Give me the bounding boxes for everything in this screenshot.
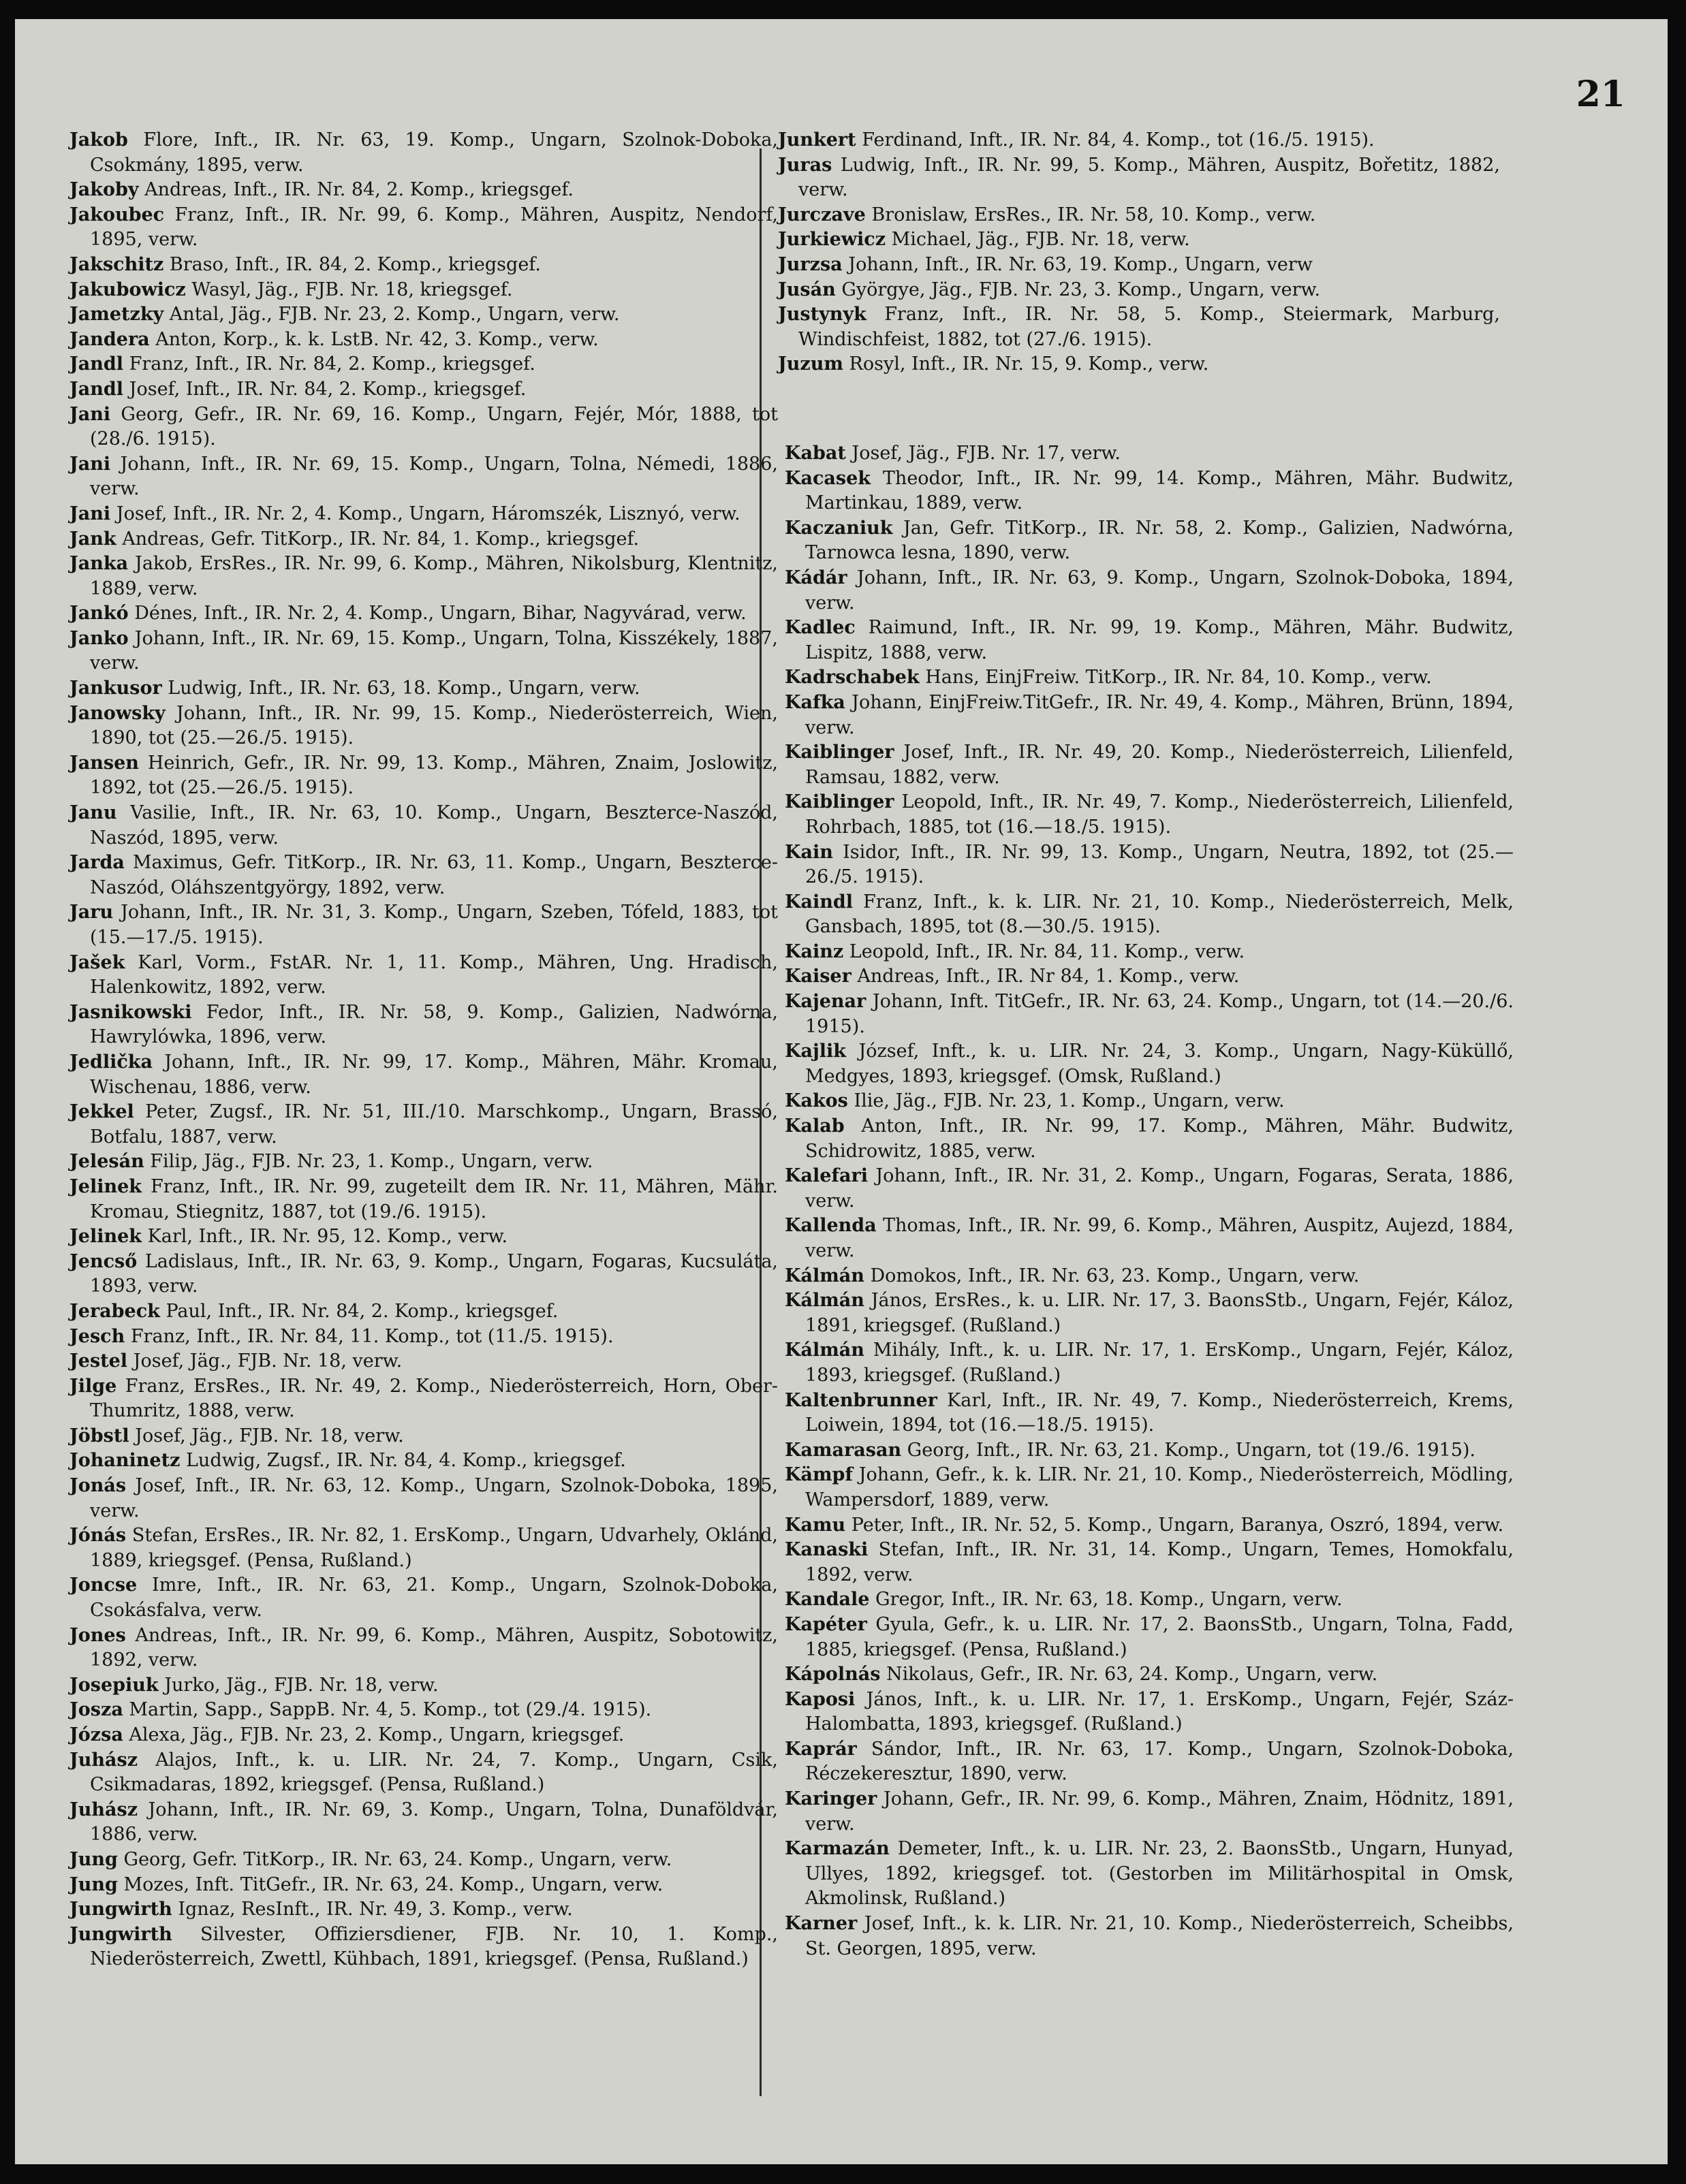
entry-surname: Juzum [778,353,843,375]
entry-surname: Jakschitz [69,253,164,275]
list-entry [785,1662,1514,1688]
entry-details: Vasilie, Inft., IR. Nr. 63, 10. Komp., Ungarn, Beszterce-Naszód, Naszód, 1895, verw. [90,802,778,849]
entry-surname: Johaninetz [69,1450,181,1472]
list-entry [785,790,1514,840]
list-entry [785,1089,1514,1114]
right-column-k [785,441,1514,1961]
entry-surname: Jesch [69,1325,125,1347]
entry-surname: Kanaski [785,1539,869,1561]
list-entry [69,1100,778,1150]
list-entry [778,278,1500,303]
entry-details: Franz, ErsRes., IR. Nr. 49, 2. Komp., Niederösterreich, Horn, Ober-Thumritz, 1888, verw. [90,1375,778,1422]
entry-details: Karl, Vorm., FstAR. Nr. 1, 11. Komp., Mähren, Ung. Hradisch, Halenkowitz, 1892, verw. [90,951,778,998]
entry-surname: Kain [785,841,833,863]
list-entry [69,1250,778,1299]
list-entry [785,1288,1514,1338]
list-entry [69,1673,778,1698]
entry-surname: Kajenar [785,991,867,1013]
entry-details: Mozes, Inft. TitGefr., IR. Nr. 63, 24. Komp., Ungarn, verw. [117,1873,664,1895]
entry-details: Leopold, Inft., IR. Nr. 84, 11. Komp., verw. [843,940,1245,962]
entry-details: Alajos, Inft., k. u. LIR. Nr. 24, 7. Komp., Ungarn, Csik, Csikmadaras, 1892, kriegsgef. (Pensa, Rußland.) [90,1749,778,1796]
entry-details: Anton, Inft., IR. Nr. 99, 17. Komp., Mähren, Mähr. Budwitz, Schidrowitz, 1885, verw. [805,1115,1514,1162]
entry-surname: Kaprár [785,1738,857,1760]
list-entry [785,566,1514,616]
entry-surname: Jung [69,1848,118,1870]
list-entry [69,676,778,701]
list-entry [69,1624,778,1673]
entry-details: Braso, Inft., IR. 84, 2. Komp., kriegsgef. [163,253,541,275]
entry-surname: Kálmán [785,1340,864,1361]
list-entry [785,1787,1514,1837]
entry-details: Andreas, Inft., IR. Nr 84, 1. Komp., verw. [851,966,1240,987]
entry-surname: Kaiblinger [785,742,894,763]
entry-details: Johann, Gefr., k. k. LIR. Nr. 21, 10. Komp., Niederösterreich, Mödling, Wampersdorf, 1889, verw. [805,1464,1514,1510]
entry-surname: Jones [69,1624,126,1646]
list-entry [785,940,1514,965]
list-entry [69,1748,778,1798]
list-entry [69,1000,778,1050]
list-entry [785,1438,1514,1463]
entry-surname: Jakoby [69,179,139,201]
entry-details: Demeter, Inft., k. u. LIR. Nr. 23, 2. BaonsStb., Ungarn, Hunyad, Ullyes, 1892, kriegsgef. tot. (Gestorben im Militärhospital in Omsk, Akmolinsk, Rußland.) [805,1838,1514,1910]
entry-surname: Jarda [69,852,125,874]
entry-details: Gyula, Gefr., k. u. LIR. Nr. 17, 2. BaonsStb., Ungarn, Tolna, Fadd, 1885, kriegsgef. (Pensa, Rußland.) [805,1613,1514,1660]
entry-surname: Karner [785,1913,858,1935]
entry-details: Johann, Gefr., IR. Nr. 99, 6. Komp., Mähren, Znaim, Hödnitz, 1891, verw. [805,1788,1514,1835]
list-entry [785,1114,1514,1164]
list-entry [785,1164,1514,1214]
entry-surname: Jank [69,528,116,550]
list-entry [785,441,1514,466]
entry-details: Josef, Inft., k. k. LIR. Nr. 21, 10. Komp., Niederösterreich, Scheibbs, St. Georgen, 1895, verw. [805,1913,1514,1959]
entry-details: Johann, Inft., IR. Nr. 63, 19. Komp., Ungarn, verw [842,253,1313,275]
entry-surname: Jurzsa [778,253,843,275]
entry-details: Jan, Gefr. TitKorp., IR. Nr. 58, 2. Komp., Galizien, Nadwórna, Tarnowca lesna, 1890, verw. [805,517,1514,564]
entry-surname: Jakubowicz [69,279,186,300]
entry-surname: Jelinek [69,1175,142,1197]
entry-surname: Jelinek [69,1226,142,1248]
entry-details: Hans, EinjFreiw. TitKorp., IR. Nr. 84, 10. Komp., verw. [919,667,1432,689]
list-entry [778,302,1500,352]
list-entry [69,851,778,900]
list-entry [778,128,1500,153]
entry-surname: Jakoubec [69,204,165,225]
entry-details: Johann, Inft., IR. Nr. 31, 3. Komp., Ungarn, Szeben, Tófeld, 1883, tot (15.—17./5. 1915). [90,902,778,948]
list-entry [785,1214,1514,1263]
entry-details: Andreas, Inft., IR. Nr. 99, 6. Komp., Mähren, Auspitz, Sobotowitz, 1892, verw. [90,1624,778,1671]
entry-surname: Jonás [69,1475,127,1497]
list-entry [785,890,1514,940]
entry-details: Stefan, ErsRes., IR. Nr. 82, 1. ErsKomp., Ungarn, Udvarhely, Oklánd, 1889, kriegsgef. (Pensa, Rußland.) [90,1525,778,1571]
list-entry [69,128,778,178]
document-page [15,19,1668,2164]
entry-details: Franz, Inft., IR. Nr. 84, 11. Komp., tot (11./5. 1915). [125,1325,614,1347]
entry-details: Ladislaus, Inft., IR. Nr. 63, 9. Komp., Ungarn, Fogaras, Kucsuláta, 1893, verw. [90,1250,778,1297]
entry-surname: Jandera [69,328,150,350]
entry-surname: Janowsky [69,702,166,724]
entry-surname: Jilge [69,1375,117,1397]
entry-surname: Kaiblinger [785,791,894,813]
list-entry [69,402,778,452]
list-entry [69,1299,778,1325]
list-entry [785,691,1514,740]
entry-surname: Kalab [785,1115,845,1137]
list-entry [69,352,778,377]
entry-surname: Jöbstl [69,1425,129,1446]
entry-details: Franz, Inft., IR. Nr. 99, 6. Komp., Mähren, Auspitz, Nendorf, 1895, verw. [90,204,778,251]
entry-surname: Junkert [778,129,856,151]
entry-details: Ignaz, ResInft., IR. Nr. 49, 3. Komp., verw. [172,1899,573,1920]
list-entry [69,1798,778,1848]
list-entry [69,1897,778,1922]
entry-details: Fedor, Inft., IR. Nr. 58, 9. Komp., Galizien, Nadwórna, Hawrylówka, 1896, verw. [90,1001,778,1048]
list-entry [69,253,778,278]
list-entry [778,253,1500,278]
entry-surname: Jusán [778,279,836,300]
list-entry [69,1224,778,1250]
entry-surname: Kakos [785,1090,848,1112]
entry-surname: Janu [69,802,117,824]
entry-details: Karl, Inft., IR. Nr. 95, 12. Komp., verw. [141,1226,508,1248]
entry-details: Johann, Inft. TitGefr., IR. Nr. 63, 24. Komp., Ungarn, tot (14.—20./6. 1915). [805,991,1514,1037]
entry-details: Gregor, Inft., IR. Nr. 63, 18. Komp., Ungarn, verw. [869,1589,1343,1611]
list-entry [69,1698,778,1723]
entry-details: Peter, Zugsf., IR. Nr. 51, III./10. Marschkomp., Ungarn, Brassó, Botfalu, 1887, verw. [90,1101,778,1148]
entry-details: Raimund, Inft., IR. Nr. 99, 19. Komp., Mähren, Mähr. Budwitz, Lispitz, 1888, verw. [805,617,1514,663]
entry-surname: Karinger [785,1788,877,1810]
entry-details: József, Inft., k. u. LIR. Nr. 24, 3. Komp., Ungarn, Nagy-Küküllő, Medgyes, 1893, kriegsgef. (Omsk, Rußland.) [805,1041,1514,1087]
entry-surname: Jónás [69,1525,127,1547]
entry-details: Imre, Inft., IR. Nr. 63, 21. Komp., Ungarn, Szolnok-Doboka, Csokásfalva, verw. [90,1574,778,1621]
entry-details: Silvester, Offiziersdiener, FJB. Nr. 10, 1. Komp., Niederösterreich, Zwettl, Kühbach, 1891, kriegsgef. (Pensa, Rußland.) [90,1923,778,1970]
entry-surname: Kalefari [785,1165,868,1187]
list-entry [785,1039,1514,1089]
entry-surname: Karmazán [785,1838,890,1860]
list-entry [69,801,778,851]
entry-details: Franz, Inft., IR. Nr. 84, 2. Komp., kriegsgef. [123,353,535,375]
list-entry [69,1175,778,1224]
list-entry [785,1688,1514,1737]
entry-surname: Jametzky [69,304,164,326]
entry-surname: Jašek [69,951,125,973]
entry-details: Wasyl, Jäg., FJB. Nr. 18, kriegsgef. [185,279,513,300]
entry-details: Johann, Inft., IR. Nr. 69, 15. Komp., Ungarn, Tolna, Kisszékely, 1887, verw. [90,627,778,674]
entry-details: Bronislaw, ErsRes., IR. Nr. 58, 10. Komp., verw. [865,204,1316,225]
list-entry [785,516,1514,566]
list-entry [69,527,778,552]
list-entry [69,601,778,627]
entry-surname: Kadrschabek [785,667,920,689]
entry-details: Paul, Inft., IR. Nr. 84, 2. Komp., kriegsgef. [159,1300,559,1322]
entry-details: Georg, Gefr. TitKorp., IR. Nr. 63, 24. Komp., Ungarn, verw. [117,1848,672,1870]
list-entry [785,1338,1514,1388]
entry-surname: Kálmán [785,1290,864,1312]
entry-surname: Kajlik [785,1041,846,1062]
list-entry [778,153,1500,203]
entry-details: Georg, Gefr., IR. Nr. 69, 16. Komp., Ungarn, Fejér, Mór, 1888, tot (28./6. 1915). [90,403,778,450]
entry-surname: Kallenda [785,1215,877,1237]
list-entry [69,328,778,353]
entry-surname: Juhász [69,1749,138,1771]
entry-surname: Jani [69,503,111,524]
entry-details: Andreas, Gefr. TitKorp., IR. Nr. 84, 1. Komp., kriegsgef. [116,528,640,550]
entry-details: Isidor, Inft., IR. Nr. 99, 13. Komp., Ungarn, Neutra, 1892, tot (25.—26./5. 1915). [805,841,1514,888]
entry-surname: Kainz [785,940,844,962]
entry-surname: Jankusor [69,678,162,699]
list-entry [785,1613,1514,1662]
list-entry [69,1873,778,1898]
list-entry [69,1150,778,1175]
entry-details: Johann, Inft., IR. Nr. 69, 15. Komp., Ungarn, Tolna, Némedi, 1886, verw. [90,453,778,500]
entry-details: Jakob, ErsRes., IR. Nr. 99, 6. Komp., Mähren, Nikolsburg, Klentnitz, 1889, verw. [90,553,778,599]
entry-surname: Jandl [69,378,124,400]
entry-details: Mihály, Inft., k. u. LIR. Nr. 17, 1. ErsKomp., Ungarn, Fejér, Káloz, 1893, kriegsgef. (Rußland.) [805,1340,1514,1386]
entry-details: Dénes, Inft., IR. Nr. 2, 4. Komp., Ungarn, Bihar, Nagyvárad, verw. [128,603,747,624]
list-entry [785,1538,1514,1587]
entry-details: János, Inft., k. u. LIR. Nr. 17, 1. ErsKomp., Ungarn, Fejér, Száz-Halombatta, 1893, kriegsgef. (Rußland.) [805,1688,1514,1735]
entry-details: Antal, Jäg., FJB. Nr. 23, 2. Komp., Ungarn, verw. [163,304,620,326]
list-entry [69,1349,778,1374]
list-entry [69,1723,778,1748]
entry-surname: Jasnikowski [69,1001,192,1023]
entry-surname: Jansen [69,752,139,774]
entry-details: Franz, Inft., IR. Nr. 99, zugeteilt dem IR. Nr. 11, Mähren, Mähr. Kromau, Stiegnitz, 1887, tot (19./6. 1915). [90,1175,778,1222]
entry-surname: Kamu [785,1514,846,1536]
list-entry [69,1573,778,1623]
entry-surname: Jedlička [69,1051,153,1073]
entry-details: Franz, Inft., IR. Nr. 58, 5. Komp., Steiermark, Marburg, Windischfeist, 1882, tot (27./6. 1915). [798,304,1500,350]
list-entry [785,740,1514,790]
list-entry [69,701,778,751]
entry-surname: Kamarasan [785,1439,902,1461]
list-entry [785,964,1514,990]
list-entry [69,1050,778,1100]
entry-surname: Józsa [69,1724,123,1745]
entry-details: Jurko, Jäg., FJB. Nr. 18, verw. [158,1674,439,1696]
entry-surname: Janko [69,627,129,649]
entry-details: Sándor, Inft., IR. Nr. 63, 17. Komp., Ungarn, Szolnok-Doboka, Réczekeresztur, 1890, verw. [805,1738,1514,1785]
entry-surname: Josza [69,1699,123,1721]
entry-details: Ferdinand, Inft., IR. Nr. 84, 4. Komp., tot (16./5. 1915). [856,129,1375,151]
list-entry [69,377,778,402]
entry-details: Flore, Inft., IR. Nr. 63, 19. Komp., Ungarn, Szolnok-Doboka, Csokmány, 1895, verw. [90,129,778,176]
entry-surname: Juhász [69,1799,138,1820]
entry-surname: Kandale [785,1589,870,1611]
list-entry [778,203,1500,228]
entry-surname: Kádár [785,567,847,588]
entry-details: Georg, Inft., IR. Nr. 63, 21. Komp., Ungarn, tot (19./6. 1915). [901,1439,1476,1461]
entry-surname: Josepiuk [69,1674,159,1696]
entry-details: Anton, Korp., k. k. LstB. Nr. 42, 3. Komp., verw. [149,328,599,350]
list-entry [785,1587,1514,1613]
entry-surname: Juras [778,154,832,176]
entry-details: Johann, Inft., IR. Nr. 63, 9. Komp., Ungarn, Szolnok-Doboka, 1894, verw. [805,567,1514,614]
entry-surname: Kaiser [785,966,852,987]
entry-details: Ludwig, Zugsf., IR. Nr. 84, 4. Komp., kriegsgef. [180,1450,626,1472]
entry-details: Stefan, Inft., IR. Nr. 31, 14. Komp., Ungarn, Temes, Homokfalu, 1892, verw. [805,1539,1514,1585]
entry-details: Josef, Jäg., FJB. Nr. 18, verw. [127,1350,403,1372]
entry-surname: Jencső [69,1250,138,1272]
list-entry [69,1325,778,1350]
entry-details: Johann, Inft., IR. Nr. 31, 2. Komp., Ungarn, Fogaras, Serata, 1886, verw. [805,1165,1514,1212]
entry-details: Johann, Inft., IR. Nr. 69, 3. Komp., Ungarn, Tolna, Dunaföldvár, 1886, verw. [90,1799,778,1846]
list-entry [785,1912,1514,1961]
list-entry [69,1474,778,1523]
list-entry [785,1513,1514,1538]
list-entry [778,227,1500,253]
list-entry [69,302,778,328]
entry-surname: Jani [69,453,111,475]
entry-details: Michael, Jäg., FJB. Nr. 18, verw. [886,229,1190,251]
entry-details: Leopold, Inft., IR. Nr. 49, 7. Komp., Niederösterreich, Lilienfeld, Rohrbach, 1885, tot (16.—18./5. 1915). [805,791,1514,838]
entry-details: Theodor, Inft., IR. Nr. 99, 14. Komp., Mähren, Mähr. Budwitz, Martinkau, 1889, verw. [805,467,1514,514]
entry-surname: Kaczaniuk [785,517,893,539]
list-entry [69,203,778,253]
entry-surname: Jungwirth [69,1899,172,1920]
list-entry [69,452,778,502]
entry-details: Josef, Inft., IR. Nr. 63, 12. Komp., Ungarn, Szolnok-Doboka, 1895, verw. [90,1475,778,1521]
entry-details: Filip, Jäg., FJB. Nr. 23, 1. Komp., Ungarn, verw. [144,1151,593,1173]
entry-details: Domokos, Inft., IR. Nr. 63, 23. Komp., Ungarn, verw. [864,1265,1360,1286]
entry-surname: Kapéter [785,1613,867,1635]
list-entry [69,900,778,950]
entry-surname: Jaru [69,902,114,923]
entry-details: Györgye, Jäg., FJB. Nr. 23, 3. Komp., Ungarn, verw. [835,279,1321,300]
entry-details: Johann, Inft., IR. Nr. 99, 17. Komp., Mähren, Mähr. Kromau, Wischenau, 1886, verw. [90,1051,778,1098]
entry-details: Ludwig, Inft., IR. Nr. 63, 18. Komp., Ungarn, verw. [161,678,640,699]
entry-surname: Jung [69,1873,118,1895]
entry-details: Ludwig, Inft., IR. Nr. 99, 5. Komp., Mähren, Auspitz, Bořetitz, 1882, verw. [798,154,1500,201]
entry-details: Josef, Inft., IR. Nr. 2, 4. Komp., Ungarn, Háromszék, Lisznyó, verw. [110,503,740,524]
entry-details: Ilie, Jäg., FJB. Nr. 23, 1. Komp., Ungarn, verw. [847,1090,1285,1112]
entry-details: János, ErsRes., k. u. LIR. Nr. 17, 3. BaonsStb., Ungarn, Fejér, Káloz, 1891, kriegsgef. (Rußland.) [805,1290,1514,1336]
entry-surname: Jurczave [778,204,866,225]
right-column-j [778,128,1500,377]
entry-surname: Jurkiewicz [778,229,886,251]
entry-surname: Kämpf [785,1464,854,1486]
left-column [69,128,778,1972]
entry-details: Josef, Jäg., FJB. Nr. 17, verw. [845,443,1121,464]
entry-details: Nikolaus, Gefr., IR. Nr. 63, 24. Komp., Ungarn, verw. [880,1664,1378,1686]
list-entry [69,1424,778,1449]
entry-details: Josef, Jäg., FJB. Nr. 18, verw. [129,1425,404,1446]
entry-surname: Janka [69,553,129,575]
list-entry [785,616,1514,665]
entry-details: Peter, Inft., IR. Nr. 52, 5. Komp., Ungarn, Baranya, Oszró, 1894, verw. [845,1514,1504,1536]
entry-surname: Justynyk [778,304,867,326]
entry-surname: Kadlec [785,617,856,639]
entry-details: Johann, Inft., IR. Nr. 99, 15. Komp., Niederösterreich, Wien, 1890, tot (25.—26./5. 1915). [90,702,778,749]
list-entry [69,1523,778,1573]
list-entry [785,990,1514,1039]
list-entry [69,552,778,601]
entry-surname: Kaltenbrunner [785,1389,937,1411]
list-entry [785,1389,1514,1438]
entry-details: Johann, EinjFreiw.TitGefr., IR. Nr. 49, 4. Komp., Mähren, Brünn, 1894, verw. [805,691,1514,738]
entry-details: Karl, Inft., IR. Nr. 49, 7. Komp., Niederösterreich, Krems, Loiwein, 1894, tot (16.—18./5. 1915). [805,1389,1514,1436]
list-entry [785,840,1514,890]
entry-surname: Jani [69,403,111,425]
list-entry [69,751,778,801]
entry-surname: Kafka [785,691,845,713]
list-entry [69,278,778,303]
entry-details: Josef, Inft., IR. Nr. 49, 20. Komp., Niederösterreich, Lilienfeld, Ramsau, 1882, verw. [805,742,1514,788]
entry-surname: Jelesán [69,1151,144,1173]
list-entry [69,951,778,1000]
entry-surname: Kabat [785,443,846,464]
entry-details: Rosyl, Inft., IR. Nr. 15, 9. Komp., verw. [843,353,1209,375]
entry-surname: Jakob [69,129,128,151]
list-entry [785,1837,1514,1912]
entry-surname: Jandl [69,353,124,375]
entry-surname: Jankó [69,603,129,624]
entry-surname: Jestel [69,1350,128,1372]
list-entry [69,627,778,676]
entry-surname: Kacasek [785,467,871,489]
entry-details: Josef, Inft., IR. Nr. 84, 2. Komp., kriegsgef. [123,378,527,400]
page-number: 21 [1576,74,1625,115]
entry-surname: Jungwirth [69,1923,172,1945]
list-entry [785,1264,1514,1289]
entry-details: Andreas, Inft., IR. Nr. 84, 2. Komp., kriegsgef. [138,179,574,201]
entry-surname: Joncse [69,1574,138,1596]
list-entry [69,502,778,527]
entry-details: Franz, Inft., k. k. LIR. Nr. 21, 10. Komp., Niederösterreich, Melk, Gansbach, 1895, tot (8.—30./5. 1915). [805,891,1514,938]
list-entry [785,466,1514,516]
list-entry [778,352,1500,377]
entry-surname: Kálmán [785,1265,864,1286]
list-entry [69,1449,778,1474]
list-entry [785,1737,1514,1787]
entry-details: Alexa, Jäg., FJB. Nr. 23, 2. Komp., Ungarn, kriegsgef. [123,1724,625,1745]
entry-surname: Jerabeck [69,1300,160,1322]
entry-details: Maximus, Gefr. TitKorp., IR. Nr. 63, 11. Komp., Ungarn, Beszterce-Naszód, Oláhszentgyörgy, 1892, verw. [90,852,778,898]
entry-details: Heinrich, Gefr., IR. Nr. 99, 13. Komp., Mähren, Znaim, Joslowitz, 1892, tot (25.—26./5. 1915). [90,752,778,799]
entry-surname: Kaindl [785,891,853,913]
entry-surname: Jekkel [69,1101,134,1123]
list-entry [69,1374,778,1424]
list-entry [69,1922,778,1972]
entry-surname: Kápolnás [785,1664,881,1686]
entry-details: Martin, Sapp., SappB. Nr. 4, 5. Komp., tot (29./4. 1915). [123,1699,652,1721]
list-entry [785,665,1514,691]
entry-surname: Kaposi [785,1688,856,1710]
list-entry [785,1463,1514,1513]
list-entry [69,1848,778,1873]
list-entry [69,178,778,203]
entry-details: Thomas, Inft., IR. Nr. 99, 6. Komp., Mähren, Auspitz, Aujezd, 1884, verw. [805,1215,1514,1261]
